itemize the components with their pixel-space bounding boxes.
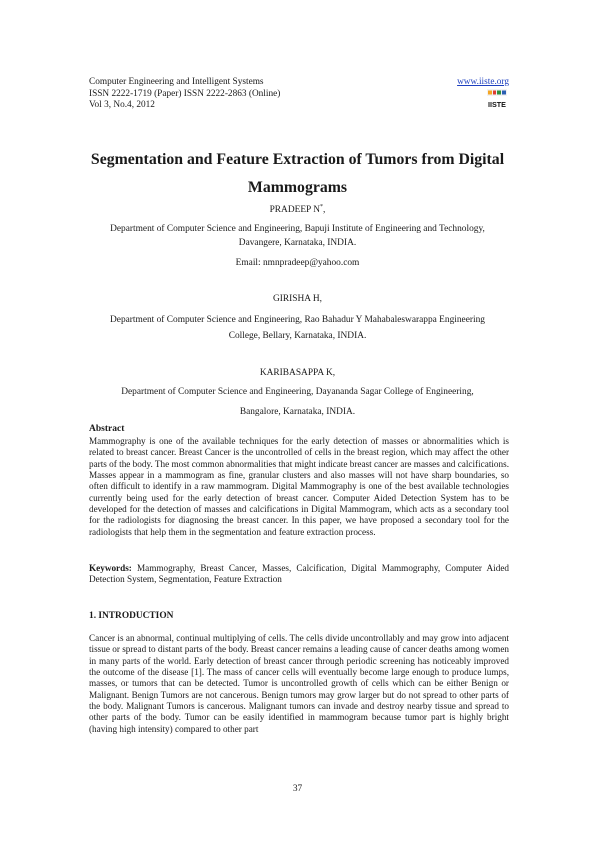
journal-url-link[interactable]: www.iiste.org — [457, 77, 509, 87]
author-2-affiliation-line-1: Department of Computer Science and Engineering, Rao Bahadur Y Mahabaleswarappa Engineering — [110, 315, 485, 325]
author-2-name: GIRISHA H, — [273, 294, 322, 304]
page-number: 37 — [292, 784, 303, 794]
author-1-name: PRADEEP N*, — [269, 204, 326, 216]
author-3-name: KARIBASAPPA K, — [259, 368, 336, 378]
abstract-text: Mammography is one of the available techniques for the early detection of masses or abnormalities which is related to breast cancer. Breast Cancer is the uncontrolled of cells in the breast region, which may affect the other parts of the body. The most common abnormalities that might indicate breast cancer are masses and calcifications. Masses appear in a mammogram as fine, granular clusters and also masses will not have sharp boundaries, so often difficult to identify in a raw mammogram. Digital Mammography is one of the best available technologies currently being used for the early detection of breast cancer. Computer Aided Detection System has to be developed for the detection of masses and calcifications in Digital Mammogram, which acts as a secondary tool for the radiologists for diagnosing the breast cancer. In this paper, we have proposed a secondary tool for the radiologists that help them in the segmentation and feature extraction process. — [89, 436, 509, 537]
journal-issn: ISSN 2222-1719 (Paper) ISSN 2222-2863 (Online) — [89, 88, 281, 99]
author-1-affiliation-line-1: Department of Computer Science and Engineering, Bapuji Institute of Engineering and Technology, — [110, 224, 485, 234]
keywords-label: Keywords: — [89, 563, 132, 573]
keywords-text: Mammography, Breast Cancer, Masses, Calcification, Digital Mammography, Computer Aided Detection System, Segmentation, Feature Extraction — [89, 563, 509, 585]
author-1-email: Email: nmnpradeep@yahoo.com — [235, 258, 360, 268]
keywords-line — [89, 563, 509, 586]
author-3-affiliation-line-1: Department of Computer Science and Engineering, Dayananda Sagar College of Engineering, — [121, 387, 474, 397]
author-2-affiliation-line-2: College, Bellary, Karnataka, INDIA. — [228, 331, 367, 341]
author-1-affiliation-line-2: Davangere, Karnataka, INDIA. — [238, 238, 357, 248]
author-1-mark: * — [320, 204, 324, 210]
author-3-affiliation-line-2: Bangalore, Karnataka, INDIA. — [239, 407, 356, 417]
section-heading-introduction: 1. INTRODUCTION — [89, 611, 174, 621]
paper-title-line-1: Segmentation and Feature Extraction of Tumors from Digital — [90, 151, 505, 168]
journal-volume: Vol 3, No.4, 2012 — [89, 100, 155, 111]
iiste-logo — [487, 89, 507, 111]
introduction-text: Cancer is an abnormal, continual multiplying of cells. The cells divide uncontrollably and may grow into adjacent tissue or spread to distant parts of the body. Breast cancer remains a leading cause of cancer deaths among women in many parts of the world. Early detection of breast cancer through periodic screening has noticeably improved the outcome of the disease [1]. The mass of cancer cells will eventually become large enough to produce lumps, masses, or tumors that can be detected. Tumor is uncontrolled growth of cells which can be either Benign or Malignant. Benign Tumors are not cancerous. Benign tumors may grow larger but do not spread to other parts of the body. Malignant Tumors is cancerous. Malignant tumors can invade and destroy nearby tissue and spread to other parts of the body. Tumor can be easily identified in mammogram because tumor part is highly bright (having high intensity) compared to other part — [89, 633, 509, 734]
paper-title-line-2: Mammograms — [247, 179, 348, 196]
abstract-heading: Abstract — [89, 424, 125, 434]
iiste-logo-text: IISTE — [488, 100, 506, 109]
journal-header — [89, 77, 509, 112]
journal-name: Computer Engineering and Intelligent Systems — [89, 77, 264, 87]
